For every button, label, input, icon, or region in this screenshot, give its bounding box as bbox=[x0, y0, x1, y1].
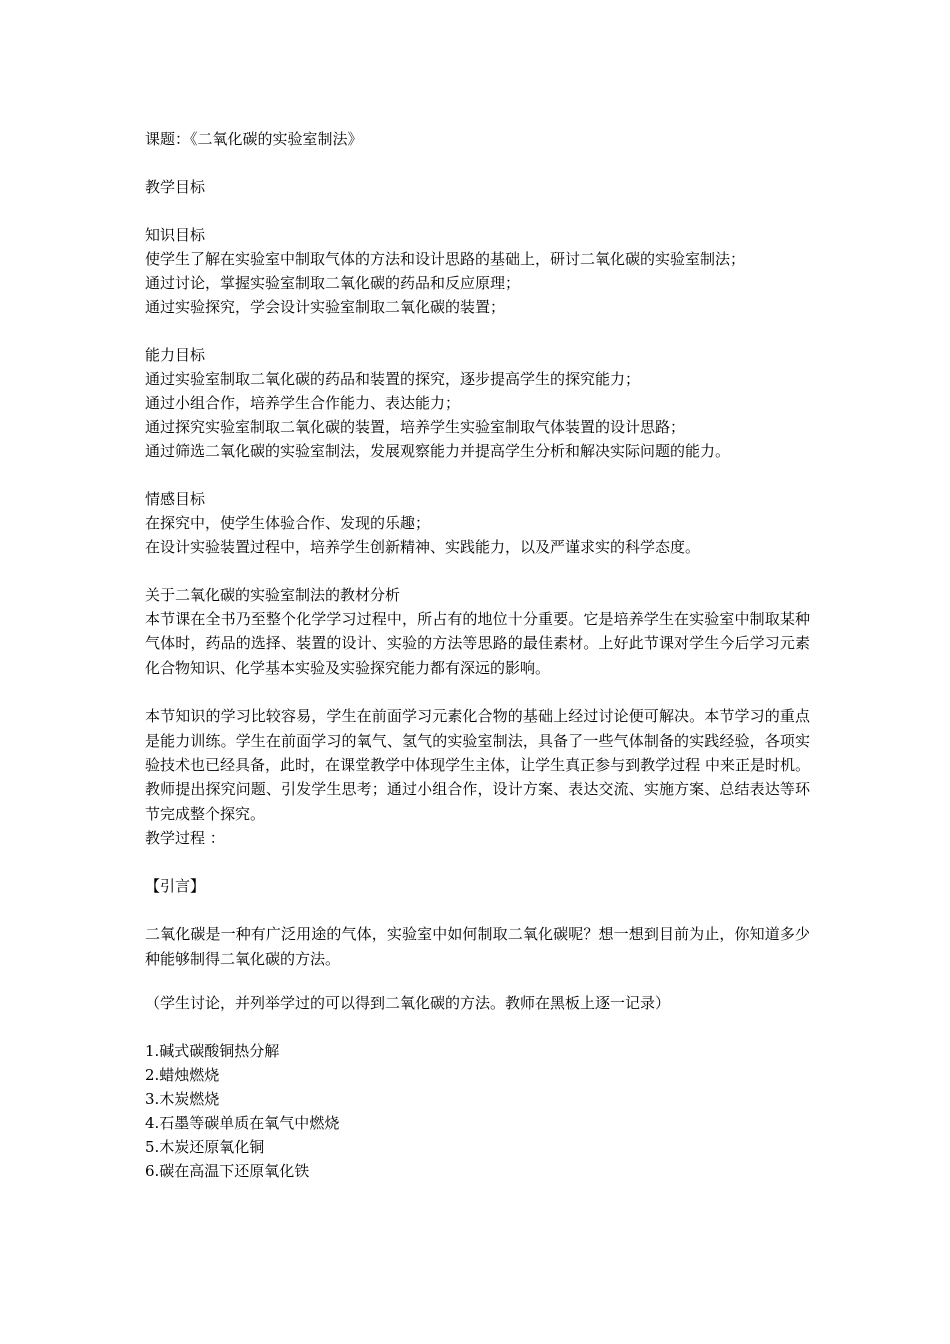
method-item: 4.石墨等碳单质在氧气中燃烧 bbox=[145, 1114, 340, 1133]
emotion-heading: 情感目标 bbox=[145, 490, 206, 508]
spacer bbox=[145, 898, 810, 922]
emotion-item: 在探究中，使学生体验合作、发现的乐趣； bbox=[145, 514, 431, 532]
spacer bbox=[145, 463, 810, 487]
spacer bbox=[145, 1015, 810, 1039]
intro-note: （学生讨论，并列举学过的可以得到二氧化碳的方法。教师在黑板上逐一记录） bbox=[145, 994, 671, 1013]
document-page bbox=[145, 127, 810, 1183]
analysis-paragraph: 本节知识的学习比较容易，学生在前面学习元素化合物的基础上经过讨论便可解决。本节学习的重点是能力训练。学生在前面学习的氧气、氢气的实验室制法，具备了一些气体制备的实践经验，各项实验技术也已经具备，此时，在课堂教学中体现学生主体，让学生真正参与到教学过程 中来正是时机。教师提出探究问题、引发学生思考；通过小组合作，设计方案、表达交流、实施方案、总结表达等环节完成整个探究。 bbox=[145, 707, 810, 823]
spacer bbox=[145, 971, 810, 991]
spacer bbox=[145, 850, 810, 874]
method-item: 2.蜡烛燃烧 bbox=[145, 1066, 220, 1085]
analysis-heading: 关于二氧化碳的实验室制法的教材分析 bbox=[145, 586, 401, 604]
process-heading: 教学过程 ： bbox=[145, 829, 225, 848]
method-item: 6.碳在高温下还原氧化铁 bbox=[145, 1162, 310, 1181]
ability-heading: 能力目标 bbox=[145, 346, 206, 364]
ability-item: 通过实验室制取二氧化碳的药品和装置的探究，逐步提高学生的探究能力； bbox=[145, 370, 641, 388]
knowledge-item: 通过讨论，掌握实验室制取二氧化碳的药品和反应原理； bbox=[145, 274, 521, 292]
emotion-item: 在设计实验装置过程中，培养学生创新精神、实践能力，以及严谨求实的科学态度。 bbox=[145, 538, 701, 556]
spacer bbox=[145, 319, 810, 343]
spacer bbox=[145, 151, 810, 175]
analysis-paragraph: 本节课在全书乃至整个化学学习过程中，所占有的地位十分重要。它是培养学生在实验室中制取某种气体时，药品的选择、装置的设计、实验的方法等思路的最佳素材。上好此节课对学生今后学习元素化合物知识、化学基本实验及实验探究能力都有深远的影响。 bbox=[145, 610, 810, 677]
knowledge-item: 使学生了解在实验室中制取气体的方法和设计思路的基础上，研讨二氧化碳的实验室制法； bbox=[145, 250, 746, 268]
method-item: 1.碱式碳酸铜热分解 bbox=[145, 1042, 280, 1061]
ability-item: 通过小组合作，培养学生合作能力、表达能力； bbox=[145, 394, 461, 412]
method-item: 5.木炭还原氧化铜 bbox=[145, 1138, 265, 1157]
spacer bbox=[145, 680, 810, 704]
objectives-heading: 教学目标 bbox=[145, 178, 206, 196]
spacer bbox=[145, 199, 810, 223]
intro-heading: 【引言】 bbox=[145, 877, 206, 896]
knowledge-item: 通过实验探究，学会设计实验室制取二氧化碳的装置； bbox=[145, 298, 506, 316]
spacer bbox=[145, 559, 810, 583]
ability-item: 通过筛选二氧化碳的实验室制法，发展观察能力并提高学生分析和解决实际问题的能力。 bbox=[145, 442, 731, 460]
ability-item: 通过探究实验室制取二氧化碳的装置，培养学生实验室制取气体装置的设计思路； bbox=[145, 418, 686, 436]
document-title: 课题：《二氧化碳的实验室制法》 bbox=[145, 130, 363, 148]
method-item: 3.木炭燃烧 bbox=[145, 1090, 220, 1109]
intro-text: 二氧化碳是一种有广泛用途的气体，实验室中如何制取二氧化碳呢？想一想到目前为止，你知道多少种能够制得二氧化碳的方法。 bbox=[145, 925, 810, 968]
knowledge-heading: 知识目标 bbox=[145, 226, 206, 244]
